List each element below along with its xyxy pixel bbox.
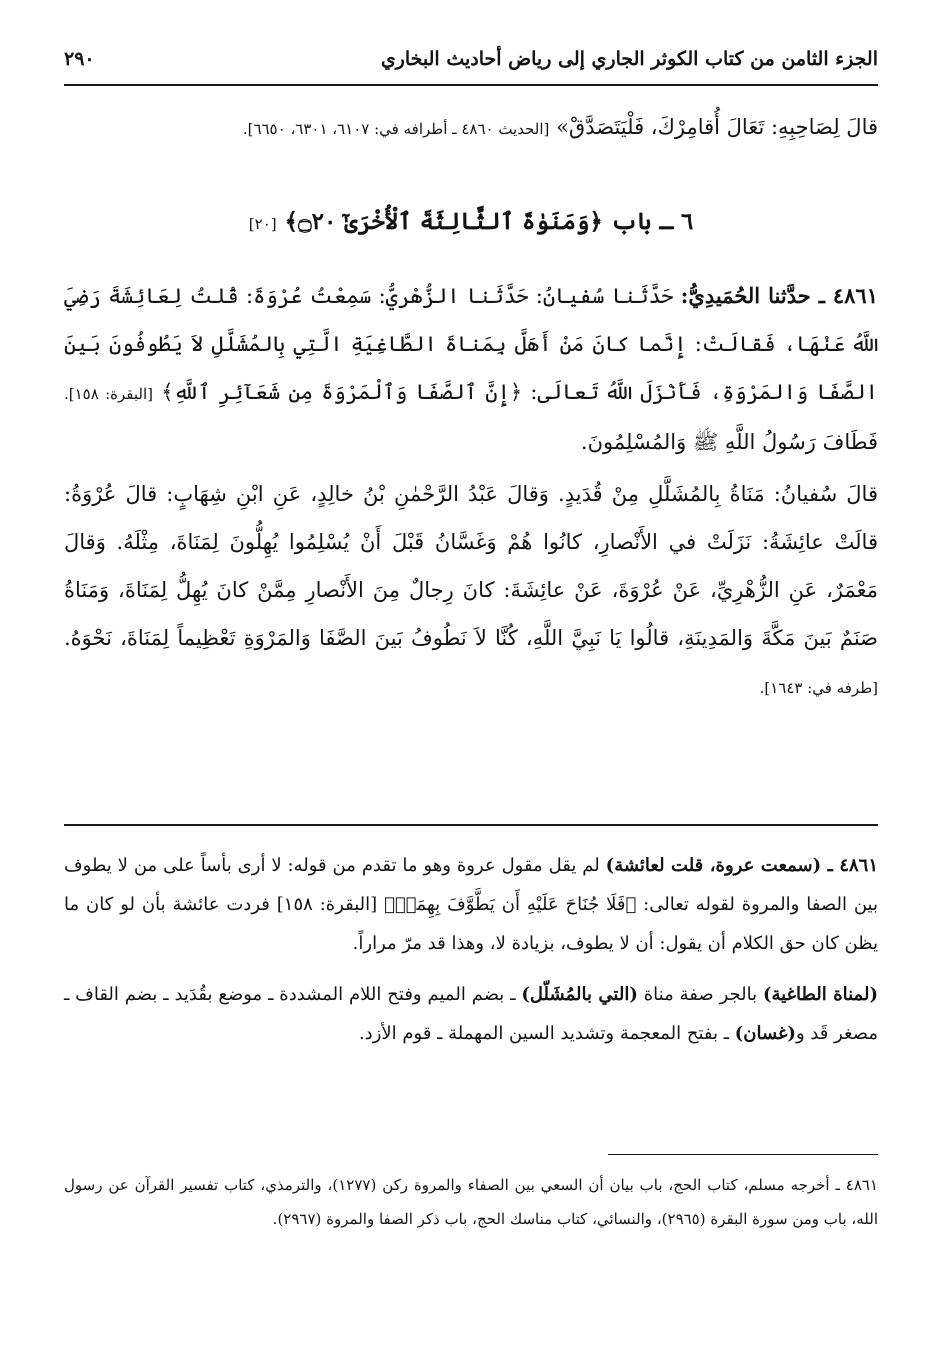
sources-footnote (64, 1168, 878, 1236)
explanation-lead: (لمناة الطاغية) (763, 984, 878, 1005)
explanation-term: (غسان) (734, 1023, 796, 1044)
hadith-text: حَدَّثَنا سُفيانُ: حَدَّثَنا الزُّهْريُّ: سَمِعْتُ عُرْوَةَ: قُلتُ لِعَائِشَةَ رَضِيَ اللَّهُ عَنْهَا، فَقالَتْ: إِنَّما كانَ مَنْ أَهَلَّ بِمَناةَ الطَّاغِيَةِ الَّتِي بِالمُشَلَّلِ لاَ يَطُوفُونَ بَينَ الصَّفَا وَالمَرْوَةِ، فَأَنْزَلَ اللَّهُ تَعالَى: ﴿إِنَّ ٱلصَّفَا وَٱلْمَرْوَةَ مِن شَعَآئِرِ ٱللَّهِ﴾ (64, 284, 878, 404)
commentary-cross-reference: [طرفه في: ١٦٤٣]. (759, 679, 878, 697)
commentary-text: قالَ سُفيانُ: مَنَاةُ بِالمُشَلَّلِ مِنْ قُدَيدٍ. وَقالَ عَبْدُ الرَّحْمٰنِ بْنُ خالِدٍ، عَنِ ابْنِ شِهَابٍ: قالَ عُرْوَةُ: قالَتْ عائِشَةُ: نَزَلَتْ في الأَنْصارِ، كانُوا هُمْ وَغَسَّانُ قَبْلَ أَنْ يُسْلِمُوا يُهِلُّونَ لِمَنَاةَ، مِثْلَهُ. وَقالَ مَعْمَرٌ، عَنِ الزُّهْرِيِّ، عَنْ عُرْوَةَ، عَنْ عائِشَةَ: كانَ رِجالٌ مِنَ الأَنْصارِ مِمَّنْ كانَ يُهِلُّ لِمَنَاةَ، وَمَنَاةُ صَنَمٌ بَينَ مَكَّةَ وَالمَدِينَةِ، قالُوا يَا نَبِيَّ اللَّهِ، كُنَّا لاَ نَطُوفُ بَينَ الصَّفَا وَالمَرْوَةِ تَعْظِيماً لِمَنَاةَ، نَحْوَهُ. (64, 482, 878, 650)
hadith-ending: فَطَافَ رَسُولُ اللَّهِ ﷺ وَالمُسْلِمُونَ. (580, 430, 878, 454)
sources-text: ٤٨٦١ ـ أخرجه مسلم، كتاب الحج، باب بيان أن السعي بين الصفاء والمروة ركن (١٢٧٧)، والترمذي، كتاب تفسير القرآن عن رسول الله، باب ومن سورة البقرة (٢٩٦٥)، والنسائي، كتاب مناسك الحج، باب ذكر الصفا والمروة (٢٩٦٧). (64, 1176, 878, 1228)
explanation-divider (64, 824, 878, 826)
continuation-text: قالَ لِصَاحِبِهِ: تَعَالَ أُقامِرْكَ، فَلْيَتَصَدَّقْ» (556, 115, 878, 139)
explanation-paragraph (64, 975, 878, 1053)
explanation-paragraph (64, 846, 878, 963)
header-divider (64, 84, 878, 86)
explanation-text: لم يقل مقول عروة وهو ما تقدم من قوله: لا أرى بأساً على من لا يطوف بين الصفا والمروة لقوله تعالى: ﴿فَلَا جُنَاحَ عَلَيْهِ أَن يَطَّوَّفَ بِهِمَاۚ﴾ [البقرة: ١٥٨] فردت عائشة بأن لو كان ما يظن كان حق الكلام أن يقول: أن لا يطوف، بزيادة لا، وهذا قد مرّ مراراً. (64, 855, 878, 954)
chapter-verse-ref: [٢٠] (248, 215, 277, 233)
sources-divider (608, 1154, 878, 1155)
hadith-commentary (64, 470, 878, 712)
hadith-number-intro: ٤٨٦١ ـ حدَّثنا الحُمَيدِيُّ: (680, 283, 878, 308)
chapter-heading (64, 208, 878, 235)
explanation-lead: ٤٨٦١ ـ (سمعت عروة، قلت لعائشة) (605, 855, 878, 876)
explanation-text: ـ بضم الميم وفتح اللام المشددة ـ موضع بقُدَيد ـ بضم القاف ـ مصغر قَد و (64, 984, 878, 1044)
explanation-notes (64, 846, 878, 1053)
explanation-term: (التي بالمُشَلّل) (521, 984, 638, 1005)
previous-hadith-continuation (64, 104, 878, 153)
continuation-cross-reference: [الحديث ٤٨٦٠ ـ أطرافه في: ٦١٠٧، ٦٣٠١، ٦٦٥٠]. (242, 120, 550, 138)
page-number: ٢٩٠ (64, 48, 95, 70)
chapter-title: ٦ ـ باب ﴿وَمَنَوٰةَ ٱلثَّالِثَةَ ٱلْأُخْرَىٰٓ ۝٢٠﴾ (284, 208, 694, 235)
hadith-quran-ref: [البقرة: ١٥٨]. (64, 385, 153, 403)
running-title: الجزء الثامن من كتاب الكوثر الجاري إلى رياض أحاديث البخاري (380, 48, 878, 70)
explanation-text: ـ بفتح المعجمة وتشديد السين المهملة ـ قوم الأزد. (358, 1023, 729, 1044)
explanation-text: بالجر صفة مناة (643, 984, 758, 1005)
hadith-4861 (64, 272, 878, 466)
page-header (64, 42, 878, 76)
